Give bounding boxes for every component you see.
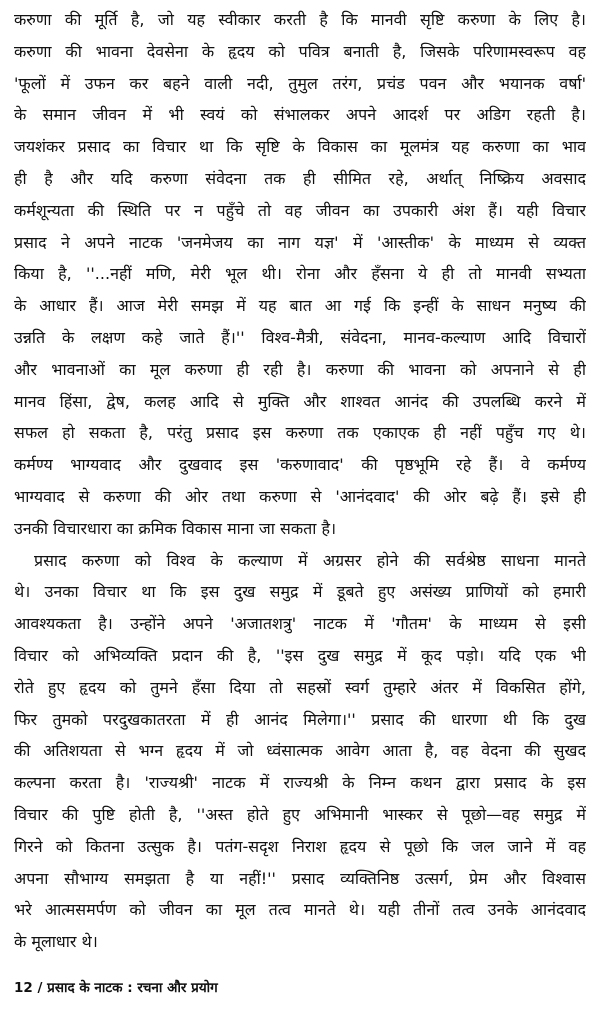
book-title: प्रसाद के नाटक : रचना और प्रयोग [47, 980, 218, 996]
text-line: कर्मशून्यता की स्थिति पर न पहुँचे तो वह जीवन का उपकारी अंश हैं। यही विचार [14, 200, 586, 220]
text-line: रोते हुए हृदय को तुमने हँसा दिया तो सहस्रों स्वर्ग तुम्हारे अंतर में विकसित होंगे, [14, 677, 586, 697]
text-line: सफल हो सकता है, परंतु प्रसाद इस करुणा तक एकाएक ही नहीं पहुँच गए थे। [14, 423, 586, 443]
text-line: विचार की पुष्टि होती है, ''अस्त होते हुए अभिमानी भास्कर से पूछो—वह समुद्र में [14, 804, 586, 824]
text-line: की अतिशयता से भग्न हृदय में जो ध्वंसात्मक आवेग आता है, वह वेदना की सुखद [14, 741, 586, 761]
text-line: 'फूलों में उफन कर बहने वाली नदी, तुमुल तरंग, प्रचंड पवन और भयानक वर्षा' [14, 73, 586, 93]
page-body [14, 4, 586, 958]
text-line: आवश्यकता है। उन्होंने अपने 'अजातशत्रु' नाटक में 'गौतम' के माध्यम से इसी [14, 614, 586, 634]
text-line: करुणा की मूर्ति है, जो यह स्वीकार करती है कि मानवी सृष्टि करुणा के लिए है। [14, 10, 586, 29]
text-line: के आधार हैं। आज मेरी समझ में यह बात आ गई कि इन्हीं के साधन मनुष्य की [14, 296, 586, 316]
text-line: के समान जीवन में भी स्वयं को संभालकर अपने आदर्श पर अडिग रहती है। [14, 105, 586, 125]
text-line: और भावनाओं का मूल करुणा ही रही है। करुणा की भावना को अपनाने से ही [14, 359, 586, 379]
text-line: ही है और यदि करुणा संवेदना तक ही सीमित रहे, अर्थात् निष्क्रिय अवसाद [14, 168, 586, 188]
text-line: प्रसाद ने अपने नाटक 'जनमेजय का नाग यज्ञ' में 'आस्तीक' के माध्यम से व्यक्त [14, 232, 586, 252]
text-line: अपना सौभाग्य समझता है या नहीं!'' प्रसाद व्यक्तिनिष्ठ उत्सर्ग, प्रेम और विश्वास [14, 868, 586, 888]
text-line: मानव हिंसा, द्वेष, कलह आदि से मुक्ति और शाश्वत आनंद की उपलब्धि करने में [14, 391, 586, 411]
text-line: थे। उनका विचार था कि इस दुख समुद्र में डूबते हुए असंख्य प्राणियों को हमारी [14, 582, 586, 602]
text-line: किया है, ''...नहीं मणि, मेरी भूल थी। रोना और हँसना ये ही तो मानवी सभ्यता [14, 264, 586, 284]
paragraph-1 [14, 4, 586, 545]
text-line: उनकी विचारधारा का क्रमिक विकास माना जा सकता है। [14, 518, 337, 538]
text-line: जयशंकर प्रसाद का विचार था कि सृष्टि के विकास का मूलमंत्र यह करुणा का भाव [14, 137, 586, 157]
page-footer [14, 978, 218, 996]
text-line: विचार को अभिव्यक्ति प्रदान की है, ''इस दुख समुद्र में कूद पड़ो। यदि एक भी [14, 645, 586, 665]
text-line: प्रसाद करुणा को विश्व के कल्याण में अग्रसर होने की सर्वश्रेष्ठ साधना मानते [34, 550, 586, 570]
text-line: करुणा की भावना देवसेना के हृदय को पवित्र बनाती है, जिसके परिणामस्वरूप वह [14, 41, 586, 61]
footer-separator: / [37, 980, 43, 996]
paragraph-2 [14, 545, 586, 958]
text-line: भरे आत्मसमर्पण को जीवन का मूल तत्व मानते थे। यही तीनों तत्व उनके आनंदवाद [14, 900, 586, 920]
text-line: कर्मण्य भाग्यवाद और दुखवाद इस 'करुणावाद' की पृष्ठभूमि रहे हैं। वे कर्मण्य [14, 455, 586, 475]
text-line: फिर तुमको परदुखकातरता में ही आनंद मिलेगा।'' प्रसाद की धारणा थी कि दुख [14, 709, 586, 729]
text-line: के मूलाधार थे। [14, 932, 98, 952]
text-line: गिरने को कितना उत्सुक है। पतंग-सदृश निराश हृदय से पूछो कि जल जाने में वह [14, 836, 586, 856]
text-line: कल्पना करता है। 'राज्यश्री' नाटक में राज्यश्री के निम्न कथन द्वारा प्रसाद के इस [14, 773, 586, 793]
text-line: भाग्यवाद से करुणा की ओर तथा करुणा से 'आनंदवाद' की ओर बढ़े हैं। इसे ही [14, 486, 586, 506]
text-line: उन्नति के लक्षण कहे जाते हैं।'' विश्व-मैत्री, संवेदना, मानव-कल्याण आदि विचारों [14, 327, 586, 347]
page-number: 12 [14, 980, 33, 996]
